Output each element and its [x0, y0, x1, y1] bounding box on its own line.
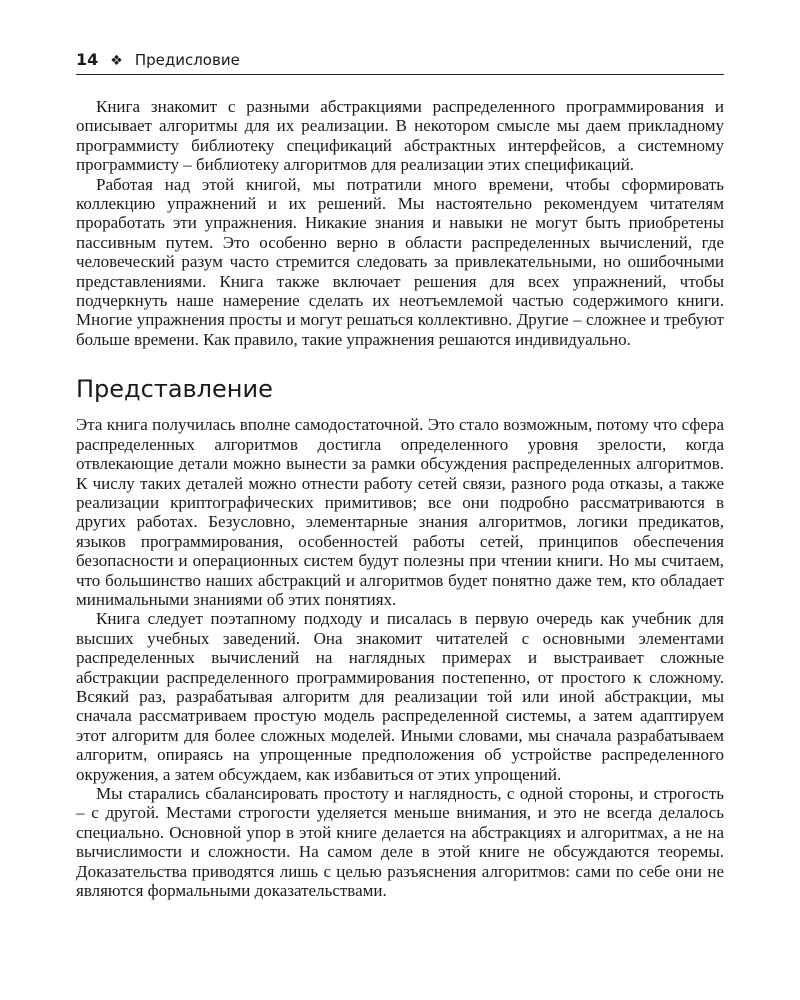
ornament-icon: ❖ — [110, 53, 123, 69]
paragraph: Эта книга получилась вполне самодостаточной. Это стало возможным, потому что сфера распределенных алгоритмов достигла определенного уровня зрелости, когда отвлекающие детали можно вынести за рамки обсуждения распределенных алгоритмов. К числу таких деталей можно отнести работу сетей связи, разного рода отказы, а также реализации криптографических примитивов; все они подробно рассматриваются в других работах. Безусловно, элементарные знания алгоритмов, логики предикатов, языков программирования, особенностей работы сетей, принципов обеспечения безопасности и операционных систем будут полезны при чтении книги. Но мы считаем, что большинство наших абстракций и алгоритмов будет понятно даже тем, кто обладает минимальными знаниями об этих понятиях. — [76, 415, 724, 609]
running-head — [76, 50, 724, 72]
paragraph: Книга знакомит с разными абстракциями распределенного программирования и описывает алгоритмы для их реализации. В некотором смысле мы даем прикладному программисту библиотеку спецификаций абстрактных интерфейсов, а системному программисту – библиотеку алгоритмов для реализации этих спецификаций. — [76, 97, 724, 175]
paragraph: Мы старались сбалансировать простоту и наглядность, с одной стороны, и строгость – с другой. Местами строгости уделяется меньше внимания, и это не всегда делалось специально. Основной упор в этой книге делается на абстракциях и алгоритмах, а не на вычислимости и сложности. На самом деле в этой книге не обсуждаются теоремы. Доказательства приводятся лишь с целью разъяснения алгоритмов: сами по себе они не являются формальными доказательствами. — [76, 784, 724, 901]
intro-text — [76, 97, 724, 349]
header-rule — [76, 74, 724, 75]
section-heading: Представление — [76, 375, 273, 404]
section-text — [76, 415, 724, 900]
paragraph: Работая над этой книгой, мы потратили много времени, чтобы сформировать коллекцию упражнений и их решений. Мы настоятельно рекомендуем читателям проработать эти упражнения. Никакие знания и навыки не могут быть приобретены пассивным путем. Это особенно верно в области распределенных вычислений, где человеческий разум часто стремится следовать за привлекательными, но ошибочными представлениями. Книга также включает решения для всех упражнений, чтобы подчеркнуть наше намерение сделать их неотъемлемой частью содержимого книги. Многие упражнения просты и могут решаться коллективно. Другие – сложнее и требуют больше времени. Как правило, такие упражнения решаются индивидуально. — [76, 174, 724, 349]
running-head-title: Предисловие — [134, 51, 240, 69]
page-number: 14 — [76, 50, 99, 69]
paragraph: Книга следует поэтапному подходу и писалась в первую очередь как учебник для высших учебных заведений. Она знакомит читателей с основными элементами распределенных вычислений на наглядных примерах и выстраивает сложные абстракции распределенного программирования постепенно, от простого к сложному. Всякий раз, разрабатывая алгоритм для реализации той или иной абстракции, мы сначала рассматриваем простую модель распределенной системы, а затем адаптируем этот алгоритм для более сложных моделей. Иными словами, мы сначала разрабатываем алгоритм, опираясь на упрощенные предположения об устройстве распределенного окружения, а затем обсуждаем, как избавиться от этих упрощений. — [76, 609, 724, 784]
book-page — [76, 50, 724, 900]
